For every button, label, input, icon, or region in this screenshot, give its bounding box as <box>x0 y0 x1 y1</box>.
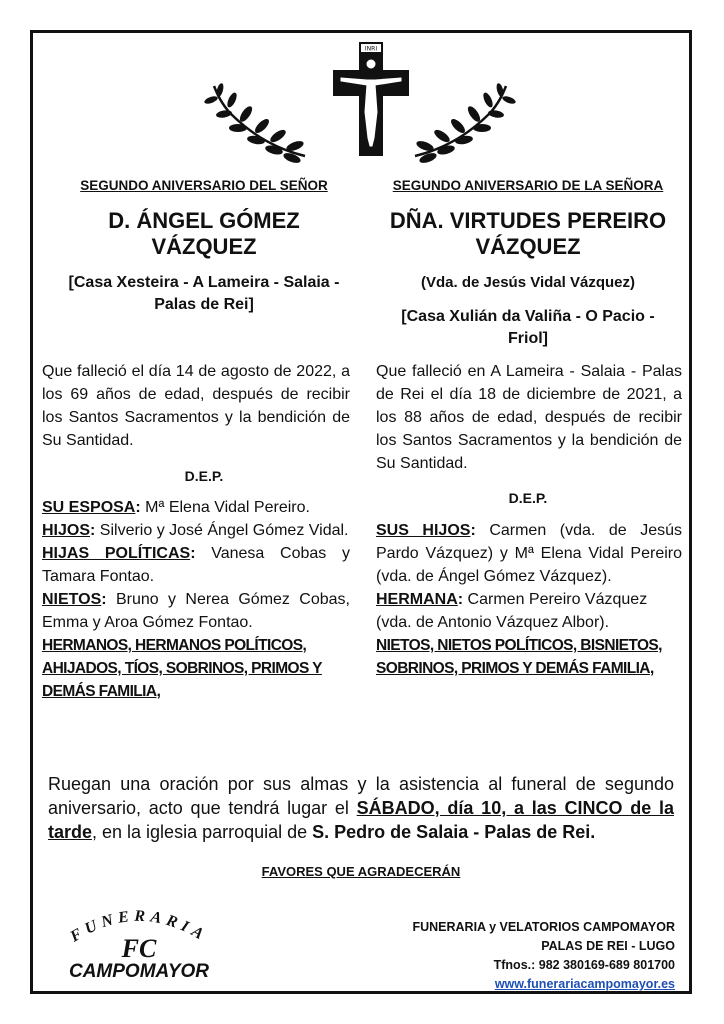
right-house-line2: Friol] <box>508 330 548 347</box>
laurel-left-icon <box>200 78 315 163</box>
left-death-text: Que falleció el día 14 de agosto de 2022, a los 69 años de edad, después de recibir los Santos Sacramentos y la bendición de Su Santidad. <box>42 363 350 449</box>
left-children-label: HIJOS <box>42 522 91 539</box>
left-name-line1: D. ÁNGEL GÓMEZ <box>108 208 300 233</box>
right-name-line2: VÁZQUEZ <box>475 234 581 259</box>
left-heading: SEGUNDO ANIVERSARIO DEL SEÑOR <box>80 178 328 193</box>
right-children: SUS HIJOS: Carmen (vda. de Jesús Pardo Vázquez) y Mª Elena Vidal Pereiro (vda. de Ángel Gómez Vázquez). <box>376 522 682 585</box>
right-others <box>376 634 682 680</box>
right-children-text: Carmen (vda. de Jesús Pardo Vázquez) y Mª Elena Vidal Pereiro (vda. de Ángel Gómez Vázquez). <box>376 522 682 585</box>
contact-line2: PALAS DE REI - LUGO <box>541 939 675 953</box>
right-children-label: SUS HIJOS <box>376 522 471 539</box>
left-inlaws-label: HIJAS POLÍTICAS <box>42 545 191 562</box>
left-house-line1: [Casa Xesteira - A Lameira - Salaia - <box>68 274 340 291</box>
logo-name: CAMPOMAYOR <box>68 961 210 982</box>
left-spouse: SU ESPOSA: Mª Elena Vidal Pereiro. <box>42 499 310 516</box>
logo-arc-text: FUNERARIA <box>67 907 211 946</box>
left-others <box>42 634 350 703</box>
left-others-text: HERMANOS, HERMANOS POLÍTICOS, AHIJADOS, TÍOS, SOBRINOS, PRIMOS Y DEMÁS FAMILIA <box>42 637 322 700</box>
funeral-notice-part-c: , en la iglesia parroquial de <box>92 822 313 842</box>
left-name-line2: VÁZQUEZ <box>151 234 257 259</box>
funeral-place: S. Pedro de Salaia - Palas de Rei. <box>312 822 596 842</box>
funeraria-logo <box>44 905 234 983</box>
right-heading: SEGUNDO ANIVERSARIO DE LA SEÑORA <box>392 178 664 193</box>
left-inlaws-text: Vanesa Cobas y Tamara Fontao. <box>42 545 350 585</box>
right-death-text: Que falleció en A Lameira - Salaia - Palas de Rei el día 18 de diciembre de 2021, a los 88 años de edad, después de recibir los Santos Sacramentos y la bendición de Su Santidad. <box>376 363 682 472</box>
right-name-line1: DÑA. VIRTUDES PEREIRO <box>389 208 667 233</box>
left-dep: D.E.P. <box>184 468 224 484</box>
contact-block <box>380 918 675 994</box>
right-deceased-name <box>372 208 684 260</box>
left-others-tail: , <box>156 683 161 700</box>
laurel-right-icon <box>405 78 520 163</box>
right-others-text: NIETOS, NIETOS POLÍTICOS, BISNIETOS, SOBRINOS, PRIMOS Y DEMÁS FAMILIA <box>376 637 662 677</box>
left-children-text: Silverio y José Ángel Gómez Vidal. <box>95 522 349 539</box>
left-grandchildren-text: Bruno y Nerea Gómez Cobas, Emma y Aroa Gómez Fontao. <box>42 591 350 631</box>
right-sister-text: Carmen Pereiro Vázquez (vda. de Antonio Vázquez Albor). <box>376 591 648 631</box>
right-house <box>372 306 684 350</box>
cross-plaque: INRI <box>364 45 378 53</box>
left-spouse-label: SU ESPOSA <box>42 499 136 516</box>
contact-line1: FUNERARIA y VELATORIOS CAMPOMAYOR <box>412 920 675 934</box>
left-inlaws: HIJAS POLÍTICAS: Vanesa Cobas y Tamara Fontao. <box>42 545 350 585</box>
right-sister: HERMANA: Carmen Pereiro Vázquez (vda. de Antonio Vázquez Albor). <box>376 591 648 631</box>
right-dep: D.E.P. <box>508 490 548 506</box>
left-grandchildren: NIETOS: Bruno y Nerea Gómez Cobas, Emma y Aroa Gómez Fontao. <box>42 591 350 631</box>
left-spouse-text: Mª Elena Vidal Pereiro. <box>140 499 310 516</box>
crucifix-icon <box>331 40 411 158</box>
thanks-line: FAVORES QUE AGRADECERÁN <box>261 864 461 879</box>
funeral-date: SÁBADO, día 10, a las CINCO de la tarde <box>48 798 674 842</box>
right-widow: (Vda. de Jesús Vidal Vázquez) <box>421 274 635 291</box>
left-house <box>45 272 363 316</box>
logo-monogram: FC <box>121 934 157 963</box>
left-house-line2: Palas de Rei] <box>154 296 254 313</box>
left-deceased-name <box>45 208 363 260</box>
contact-phones: Tfnos.: 982 380169-689 801700 <box>493 958 675 972</box>
right-sister-label: HERMANA <box>376 591 458 608</box>
funeral-notice-part-a: Ruegan una oración por sus almas y la asistencia al funeral de segundo aniversario, acto que tendrá lugar el <box>48 774 674 818</box>
left-grandchildren-label: NIETOS <box>42 591 102 608</box>
right-house-line1: [Casa Xulián da Valiña - O Pacio - <box>401 308 655 325</box>
right-others-tail: , <box>649 660 655 677</box>
contact-url-link[interactable]: www.funerariacampomayor.es <box>494 977 675 991</box>
left-children: HIJOS: Silverio y José Ángel Gómez Vidal. <box>42 522 349 539</box>
right-family <box>376 519 682 680</box>
left-family <box>42 496 350 703</box>
funeral-notice <box>48 772 674 844</box>
